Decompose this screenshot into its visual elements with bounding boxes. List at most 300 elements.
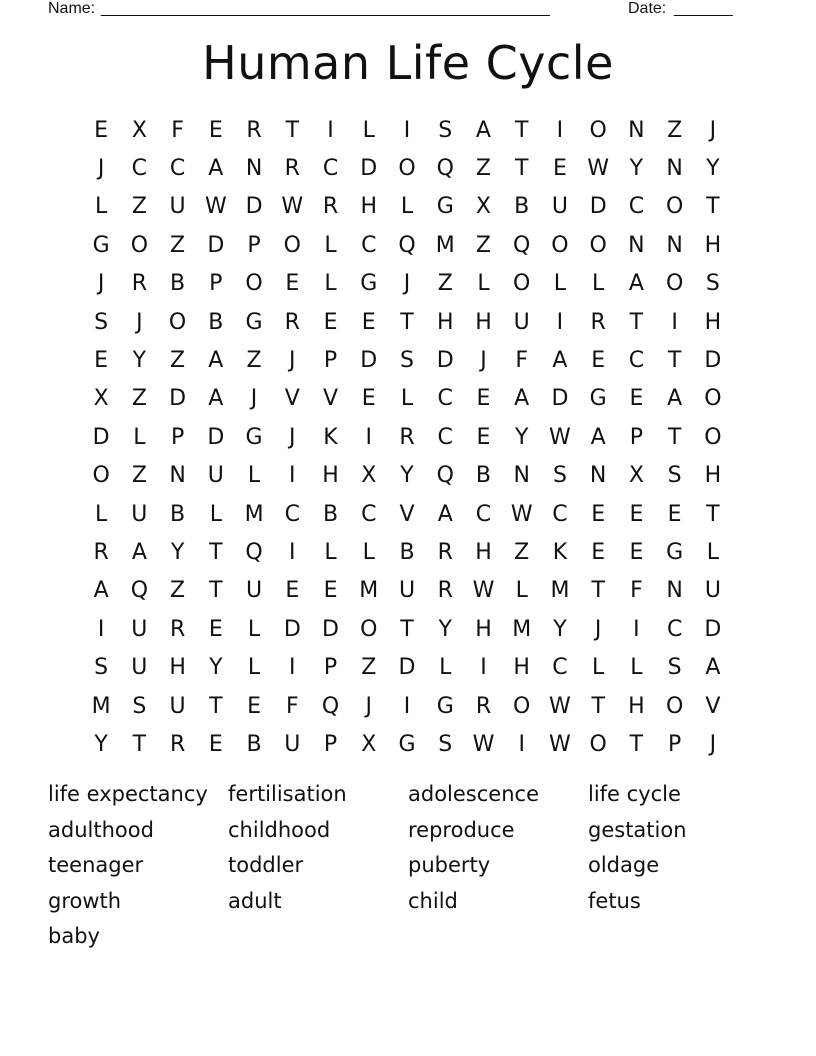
grid-letter: Z bbox=[361, 655, 377, 681]
grid-letter: F bbox=[171, 117, 184, 143]
grid-letter: R bbox=[169, 731, 186, 757]
grid-letter: T bbox=[285, 117, 300, 143]
grid-row bbox=[82, 610, 732, 648]
grid-letter: Z bbox=[246, 348, 262, 374]
grid-letter: D bbox=[551, 386, 569, 412]
grid-letter: J bbox=[480, 348, 487, 374]
grid-letter: T bbox=[591, 578, 605, 604]
name-label: Name: bbox=[48, 0, 96, 17]
grid-letter: Z bbox=[475, 156, 491, 182]
grid-letter: I bbox=[327, 117, 334, 143]
grid-letter: T bbox=[209, 693, 223, 719]
grid-letter: R bbox=[284, 156, 300, 182]
grid-letter: C bbox=[169, 156, 186, 182]
grid-row bbox=[82, 380, 732, 418]
grid-letter: F bbox=[515, 348, 529, 374]
word-list-item: reproduce bbox=[408, 817, 515, 842]
grid-letter: N bbox=[169, 463, 186, 489]
grid-letter: H bbox=[436, 309, 454, 335]
grid-letter: Z bbox=[170, 578, 186, 604]
grid-letter: O bbox=[245, 271, 263, 297]
word-list-item: fertilisation bbox=[228, 782, 347, 806]
grid-letter: V bbox=[399, 501, 415, 527]
grid-letter: J bbox=[709, 117, 717, 143]
grid-letter: A bbox=[208, 156, 224, 182]
grid-letter: G bbox=[245, 309, 263, 335]
page-title: Human Life Cycle bbox=[202, 36, 614, 90]
word-list-item: life cycle bbox=[588, 782, 681, 806]
grid-letter: T bbox=[400, 616, 414, 642]
grid-letter: E bbox=[667, 501, 682, 527]
grid-letter: W bbox=[587, 156, 610, 182]
grid-letter: D bbox=[360, 348, 378, 374]
grid-letter: G bbox=[92, 232, 110, 258]
grid-letter: S bbox=[705, 271, 720, 297]
word-list-item: growth bbox=[48, 888, 122, 913]
grid-letter: T bbox=[667, 424, 682, 450]
grid-letter: C bbox=[284, 501, 300, 527]
grid-letter: C bbox=[322, 156, 339, 182]
grid-letter: L bbox=[362, 117, 375, 143]
grid-letter: W bbox=[281, 194, 304, 220]
grid-letter: A bbox=[131, 539, 147, 565]
grid-letter: P bbox=[170, 424, 185, 450]
grid-letter: M bbox=[435, 232, 455, 258]
grid-letter: Y bbox=[209, 655, 223, 681]
grid-letter: O bbox=[513, 693, 531, 719]
grid-row bbox=[82, 226, 732, 264]
grid-letter: I bbox=[556, 117, 564, 143]
grid-letter: Z bbox=[131, 386, 147, 412]
grid-letter: J bbox=[250, 386, 258, 412]
grid-letter: I bbox=[403, 117, 411, 143]
grid-letter: A bbox=[208, 386, 224, 412]
grid-letter: P bbox=[323, 731, 338, 757]
grid-letter: S bbox=[438, 731, 453, 757]
grid-letter: W bbox=[472, 578, 495, 604]
grid-letter: S bbox=[667, 655, 682, 681]
grid-letter: U bbox=[131, 655, 148, 681]
grid-letter: O bbox=[168, 309, 187, 335]
grid-letter: O bbox=[589, 731, 607, 757]
word-list-item: baby bbox=[48, 924, 100, 949]
grid-letter: F bbox=[630, 578, 643, 604]
grid-letter: C bbox=[552, 501, 568, 527]
grid-letter: I bbox=[403, 693, 411, 719]
grid-letter: O bbox=[589, 232, 607, 258]
grid-letter: G bbox=[666, 539, 684, 565]
grid-row bbox=[82, 265, 732, 303]
grid-letter: L bbox=[133, 424, 146, 450]
grid-letter: Z bbox=[475, 232, 491, 258]
grid-letter: L bbox=[706, 539, 719, 565]
grid-letter: W bbox=[549, 731, 571, 757]
grid-letter: D bbox=[283, 616, 301, 642]
grid-letter: I bbox=[556, 309, 564, 335]
grid-letter: C bbox=[666, 616, 683, 642]
grid-letter: D bbox=[589, 194, 607, 220]
grid-letter: I bbox=[289, 539, 296, 565]
grid-letter: E bbox=[476, 386, 491, 412]
grid-letter: J bbox=[136, 309, 143, 335]
grid-letter: H bbox=[628, 693, 645, 719]
grid-letter: E bbox=[323, 578, 338, 604]
grid-letter: X bbox=[475, 194, 491, 220]
grid-letter: M bbox=[359, 578, 379, 604]
grid-letter: I bbox=[289, 655, 296, 681]
grid-letter: L bbox=[515, 578, 528, 604]
grid-letter: L bbox=[439, 655, 452, 681]
grid-letter: P bbox=[209, 271, 223, 297]
grid-letter: I bbox=[633, 616, 640, 642]
grid-letter: L bbox=[247, 616, 261, 642]
grid-letter: H bbox=[704, 463, 722, 489]
grid-letter: X bbox=[361, 463, 377, 489]
grid-letter: E bbox=[94, 117, 109, 143]
grid-letter: J bbox=[97, 156, 105, 182]
grid-letter: J bbox=[709, 731, 717, 757]
date-label: Date: bbox=[628, 0, 667, 17]
grid-letter: M bbox=[244, 501, 264, 527]
grid-letter: J bbox=[365, 693, 372, 719]
grid-letter: S bbox=[438, 117, 453, 143]
grid-letter: C bbox=[131, 156, 148, 182]
grid-letter: H bbox=[513, 655, 530, 681]
grid-letter: V bbox=[705, 693, 721, 719]
grid-letter: E bbox=[591, 501, 606, 527]
grid-letter: Z bbox=[131, 194, 147, 220]
grid-letter: R bbox=[169, 616, 186, 642]
word-list-item: childhood bbox=[228, 817, 331, 842]
grid-letter: D bbox=[207, 232, 225, 258]
grid-letter: A bbox=[437, 501, 453, 527]
grid-row bbox=[82, 457, 732, 495]
grid-letter: P bbox=[323, 655, 338, 681]
grid-letter: S bbox=[94, 309, 109, 335]
grid-row bbox=[82, 572, 732, 610]
grid-letter: S bbox=[94, 655, 109, 681]
grid-letter: E bbox=[629, 501, 644, 527]
grid-row bbox=[82, 648, 732, 686]
grid-letter: B bbox=[208, 309, 224, 335]
grid-letter: Q bbox=[130, 578, 149, 604]
grid-letter: L bbox=[592, 655, 605, 681]
grid-letter: E bbox=[476, 424, 491, 450]
grid-letter: M bbox=[550, 578, 570, 604]
grid-letter: O bbox=[398, 156, 416, 182]
grid-letter: R bbox=[93, 539, 109, 565]
grid-letter: U bbox=[284, 731, 301, 757]
grid-letter: I bbox=[518, 731, 525, 757]
grid-letter: T bbox=[629, 309, 644, 335]
grid-letter: O bbox=[704, 424, 722, 450]
grid-letter: D bbox=[398, 655, 416, 681]
word-list-item: child bbox=[408, 888, 458, 913]
grid-letter: G bbox=[589, 386, 607, 412]
grid-letter: U bbox=[246, 578, 263, 604]
grid-letter: E bbox=[361, 386, 376, 412]
grid-letter: N bbox=[513, 463, 530, 489]
grid-letter: S bbox=[132, 693, 147, 719]
word-list-item: adulthood bbox=[48, 817, 154, 842]
grid-letter: G bbox=[436, 194, 454, 220]
grid-letter: R bbox=[246, 117, 262, 143]
grid-letter: Z bbox=[667, 117, 683, 143]
grid-letter: Q bbox=[398, 232, 416, 258]
grid-letter: Y bbox=[170, 539, 185, 565]
grid-letter: L bbox=[324, 271, 337, 297]
grid-letter: U bbox=[169, 693, 186, 719]
grid-letter: C bbox=[361, 501, 377, 527]
grid-letter: H bbox=[360, 194, 378, 220]
word-list-item: adult bbox=[228, 888, 282, 913]
grid-row bbox=[82, 188, 732, 226]
grid-letter: L bbox=[400, 386, 414, 412]
grid-row bbox=[82, 687, 732, 725]
grid-row bbox=[82, 533, 732, 571]
grid-letter: Y bbox=[94, 731, 108, 757]
grid-letter: N bbox=[628, 117, 645, 143]
grid-letter: A bbox=[475, 117, 491, 143]
grid-letter: M bbox=[91, 693, 111, 719]
grid-letter: R bbox=[284, 309, 300, 335]
grid-letter: K bbox=[323, 424, 338, 450]
grid-letter: O bbox=[704, 386, 722, 412]
grid-letter: A bbox=[93, 578, 109, 604]
grid-letter: T bbox=[706, 194, 720, 220]
word-list bbox=[48, 777, 768, 955]
grid-letter: T bbox=[209, 539, 223, 565]
grid-letter: I bbox=[365, 424, 372, 450]
grid-letter: O bbox=[360, 616, 378, 642]
grid-letter: R bbox=[322, 194, 339, 220]
word-list-item: adolescence bbox=[408, 782, 539, 806]
grid-letter: B bbox=[475, 463, 491, 489]
word-list-item: life expectancy bbox=[48, 782, 208, 806]
grid-letter: A bbox=[667, 386, 683, 412]
grid-letter: G bbox=[360, 271, 378, 297]
grid-letter: U bbox=[551, 194, 568, 220]
grid-letter: P bbox=[247, 232, 261, 258]
grid-letter: C bbox=[437, 386, 453, 412]
grid-letter: R bbox=[437, 539, 453, 565]
grid-letter: I bbox=[97, 616, 105, 642]
grid-row bbox=[82, 149, 732, 187]
grid-letter: T bbox=[209, 578, 223, 604]
grid-letter: C bbox=[628, 348, 645, 374]
name-blank-line: ______________________________________________________ bbox=[101, 0, 550, 17]
grid-row bbox=[82, 495, 732, 533]
grid-letter: I bbox=[671, 309, 678, 335]
grid-letter: E bbox=[285, 271, 300, 297]
grid-letter: E bbox=[94, 348, 109, 374]
grid-letter: N bbox=[666, 578, 683, 604]
grid-letter: J bbox=[97, 271, 105, 297]
grid-letter: E bbox=[208, 731, 223, 757]
grid-letter: B bbox=[322, 501, 339, 527]
grid-letter: P bbox=[667, 731, 682, 757]
grid-letter: B bbox=[170, 501, 186, 527]
grid-letter: L bbox=[630, 655, 643, 681]
grid-letter: D bbox=[169, 386, 187, 412]
grid-letter: Y bbox=[553, 616, 567, 642]
grid-letter: Y bbox=[629, 156, 644, 182]
grid-letter: J bbox=[289, 348, 296, 374]
grid-letter: D bbox=[322, 616, 339, 642]
grid-letter: N bbox=[589, 463, 607, 489]
grid-letter: E bbox=[285, 578, 300, 604]
grid-letter: U bbox=[169, 194, 186, 220]
grid-letter: G bbox=[245, 424, 263, 450]
grid-letter: Q bbox=[436, 463, 454, 489]
grid-letter: D bbox=[360, 156, 378, 182]
grid-letter: Q bbox=[245, 539, 263, 565]
grid-letter: A bbox=[628, 271, 644, 297]
grid-letter: T bbox=[706, 501, 720, 527]
grid-letter: L bbox=[400, 194, 414, 220]
grid-letter: Q bbox=[321, 693, 340, 719]
grid-letter: G bbox=[436, 693, 454, 719]
grid-letter: B bbox=[514, 194, 530, 220]
grid-letter: U bbox=[131, 501, 148, 527]
grid-letter: H bbox=[475, 309, 492, 335]
grid-letter: L bbox=[592, 271, 605, 297]
grid-letter: E bbox=[361, 309, 376, 335]
grid-letter: M bbox=[512, 616, 532, 642]
word-list-item: oldage bbox=[588, 853, 660, 878]
grid-letter: W bbox=[549, 693, 571, 719]
grid-letter: U bbox=[704, 578, 721, 604]
grid-letter: X bbox=[131, 117, 147, 143]
grid-letter: Y bbox=[132, 348, 147, 374]
grid-letter: X bbox=[361, 731, 377, 757]
grid-letter: B bbox=[399, 539, 415, 565]
grid-letter: D bbox=[704, 616, 722, 642]
grid-letter: E bbox=[591, 539, 606, 565]
grid-row bbox=[82, 418, 732, 456]
grid-letter: D bbox=[245, 194, 263, 220]
grid-letter: Z bbox=[437, 271, 453, 297]
grid-letter: R bbox=[590, 309, 606, 335]
grid-letter: L bbox=[362, 539, 375, 565]
grid-letter: E bbox=[552, 156, 567, 182]
grid-letter: C bbox=[552, 655, 568, 681]
grid-letter: O bbox=[665, 693, 684, 719]
grid-letter: T bbox=[514, 156, 529, 182]
grid-row bbox=[82, 303, 732, 341]
word-list-item: puberty bbox=[408, 853, 491, 878]
grid-letter: R bbox=[475, 693, 492, 719]
grid-letter: U bbox=[398, 578, 416, 604]
grid-letter: L bbox=[247, 655, 261, 681]
grid-letter: D bbox=[704, 348, 722, 374]
grid-letter: L bbox=[209, 501, 222, 527]
grid-letter: T bbox=[400, 309, 414, 335]
word-list-item: toddler bbox=[228, 853, 304, 878]
grid-letter: W bbox=[510, 501, 533, 527]
grid-letter: A bbox=[705, 655, 721, 681]
grid-letter: Z bbox=[514, 539, 530, 565]
grid-letter: O bbox=[92, 463, 110, 489]
grid-letter: C bbox=[475, 501, 492, 527]
grid-letter: O bbox=[665, 194, 684, 220]
grid-letter: L bbox=[553, 271, 567, 297]
grid-letter: N bbox=[245, 156, 263, 182]
grid-letter: E bbox=[323, 309, 338, 335]
grid-row bbox=[82, 725, 732, 763]
grid-letter: E bbox=[629, 539, 644, 565]
grid-letter: W bbox=[549, 424, 571, 450]
grid-letter: X bbox=[628, 463, 644, 489]
grid-letter: U bbox=[131, 616, 148, 642]
grid-letter: H bbox=[704, 309, 722, 335]
grid-letter: E bbox=[208, 117, 223, 143]
letter-grid bbox=[82, 111, 732, 764]
grid-letter: A bbox=[552, 348, 568, 374]
grid-letter: Y bbox=[514, 424, 529, 450]
date-blank-line: _______ bbox=[674, 0, 733, 17]
grid-letter: C bbox=[361, 232, 377, 258]
grid-letter: S bbox=[667, 463, 682, 489]
grid-letter: O bbox=[551, 232, 569, 258]
grid-letter: Y bbox=[400, 463, 414, 489]
grid-letter: U bbox=[513, 309, 530, 335]
grid-letter: T bbox=[629, 731, 644, 757]
grid-letter: Y bbox=[438, 616, 452, 642]
grid-letter: H bbox=[475, 539, 492, 565]
grid-letter: O bbox=[589, 117, 607, 143]
grid-letter: L bbox=[94, 194, 108, 220]
grid-letter: R bbox=[437, 578, 453, 604]
grid-letter: E bbox=[629, 386, 644, 412]
grid-letter: V bbox=[322, 386, 339, 412]
grid-letter: Q bbox=[436, 156, 454, 182]
grid-letter: U bbox=[207, 463, 224, 489]
grid-letter: I bbox=[289, 463, 296, 489]
grid-row bbox=[82, 341, 732, 379]
grid-letter: R bbox=[131, 271, 147, 297]
grid-letter: O bbox=[130, 232, 149, 258]
grid-letter: D bbox=[207, 424, 225, 450]
grid-letter: X bbox=[93, 386, 109, 412]
header bbox=[48, 0, 748, 20]
grid-letter: W bbox=[472, 731, 495, 757]
grid-letter: F bbox=[285, 693, 299, 719]
grid-letter: A bbox=[514, 386, 530, 412]
grid-letter: H bbox=[704, 232, 722, 258]
grid-letter: A bbox=[590, 424, 606, 450]
grid-letter: D bbox=[92, 424, 110, 450]
grid-letter: S bbox=[400, 348, 414, 374]
grid-letter: K bbox=[552, 539, 568, 565]
grid-letter: Q bbox=[513, 232, 531, 258]
grid-letter: E bbox=[591, 348, 606, 374]
grid-letter: C bbox=[437, 424, 453, 450]
grid-letter: B bbox=[246, 731, 262, 757]
grid-letter: C bbox=[628, 194, 645, 220]
grid-row bbox=[82, 111, 732, 149]
grid-letter: J bbox=[594, 616, 602, 642]
grid-letter: L bbox=[477, 271, 490, 297]
grid-letter: J bbox=[403, 271, 411, 297]
grid-letter: A bbox=[208, 348, 224, 374]
grid-letter: L bbox=[324, 539, 337, 565]
word-list-item: fetus bbox=[588, 888, 641, 913]
grid-letter: O bbox=[513, 271, 531, 297]
grid-letter: N bbox=[628, 232, 645, 258]
grid-letter: Y bbox=[706, 156, 720, 182]
grid-letter: Z bbox=[131, 463, 147, 489]
